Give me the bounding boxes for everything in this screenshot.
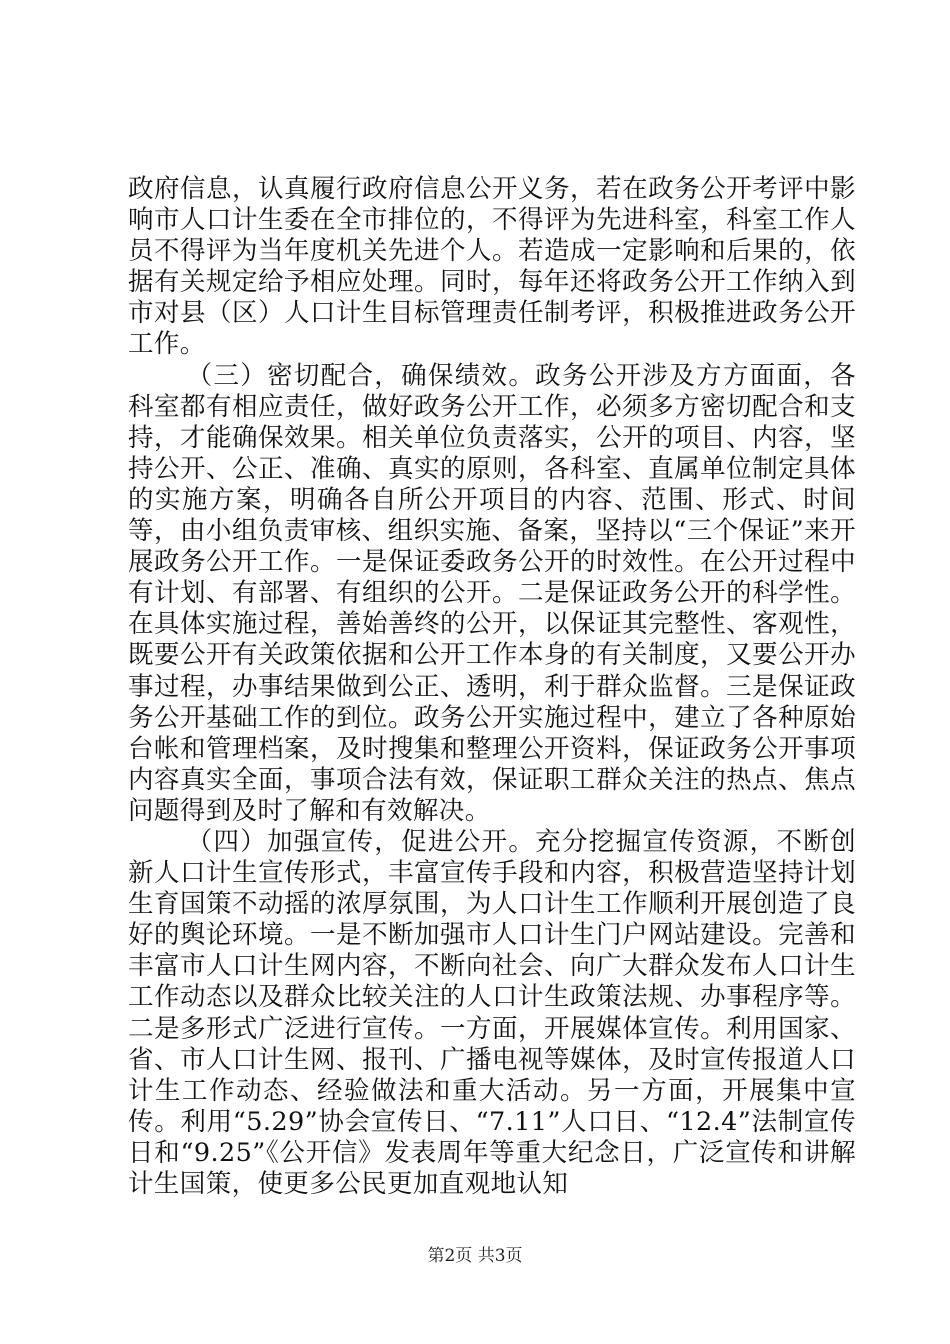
paragraph-continuation: 政府信息，认真履行政府信息公开义务，若在政务公开考评中影响市人口计生委在全市排位的，不得评为先进科室，科室工作人员不得评为当年度机关先进个人。若造成一定影响和后果的，依据有关规定给予相应处理。同时，每年还将政务公开工作纳入到市对县（区）人口计生目标管理责任制考评，积极推进政务公开工作。 bbox=[128, 174, 856, 360]
paragraph-section-three: （三）密切配合，确保绩效。政务公开涉及方方面面，各科室都有相应责任，做好政务公开工作，必须多方密切配合和支持，才能确保效果。相关单位负责落实，公开的项目、内容，坚持公开、公正、准确、真实的原则，各科室、直属单位制定具体的实施方案，明确各自所公开项目的内容、范围、形式、时间等，由小组负责审核、组织实施、备案，坚持以“三个保证”来开展政务公开工作。一是保证委政务公开的时效性。在公开过程中有计划、有部署、有组织的公开。二是保证政务公开的科学性。在具体实施过程，善始善终的公开，以保证其完整性、客观性，既要公开有关政策依据和公开工作本身的有关制度，又要公开办事过程，办事结果做到公正、透明，利于群众监督。三是保证政务公开基础工作的到位。政务公开实施过程中，建立了各种原始台帐和管理档案，及时搜集和整理公开资料，保证政务公开事项内容真实全面，事项合法有效，保证职工群众关注的热点、焦点问题得到及时了解和有效解决。 bbox=[128, 360, 856, 826]
page-number: 第2页 共3页 bbox=[427, 1246, 523, 1266]
document-body bbox=[128, 174, 856, 1200]
paragraph-section-four: （四）加强宣传，促进公开。充分挖掘宣传资源，不断创新人口计生宣传形式，丰富宣传手段和内容，积极营造坚持计划生育国策不动摇的浓厚氛围，为人口计生工作顺利开展创造了良好的舆论环境。一是不断加强市人口计生门户网站建设。完善和丰富市人口计生网内容，不断向社会、向广大群众发布人口计生工作动态以及群众比较关注的人口计生政策法规、办事程序等。二是多形式广泛进行宣传。一方面，开展媒体宣传。利用国家、省、市人口计生网、报刊、广播电视等媒体，及时宣传报道人口计生工作动态、经验做法和重大活动。另一方面，开展集中宣传。利用“5.29”协会宣传日、“7.11”人口日、“12.4”法制宣传日和“9.25”《公开信》发表周年等重大纪念日，广泛宣传和讲解计生国策，使更多公民更加直观地认知 bbox=[128, 826, 856, 1199]
page-footer bbox=[0, 1245, 950, 1267]
